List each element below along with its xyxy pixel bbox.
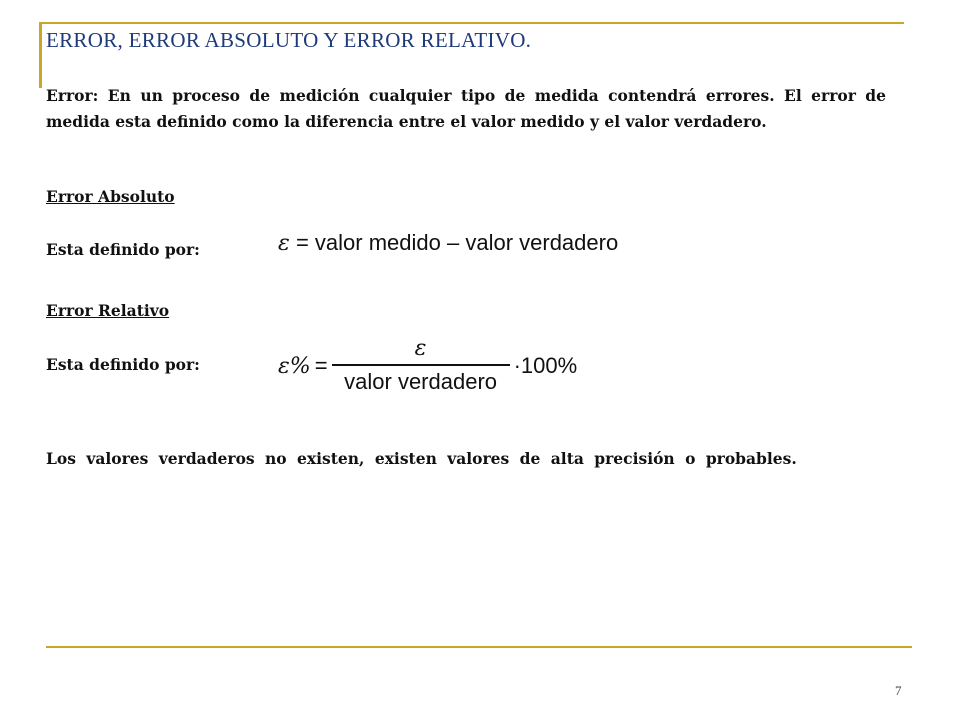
absolute-error-formula (278, 230, 618, 256)
absolute-error-heading: Error Absoluto (46, 187, 175, 206)
absolute-error-label: Esta definido por: (46, 240, 200, 259)
relative-error-heading: Error Relativo (46, 301, 170, 320)
equals-sign: = (314, 353, 328, 378)
relative-lhs: ε% (278, 353, 311, 379)
fraction-multiplier: ·100% (513, 353, 578, 378)
bottom-rule (46, 646, 912, 648)
closing-paragraph: Los valores verdaderos no existen, existen valores de alta precisión o probables. (46, 449, 797, 468)
fraction (332, 336, 510, 396)
relative-error-label: Esta definido por: (46, 355, 200, 374)
fraction-denominator: valor verdadero (344, 369, 498, 394)
intro-paragraph: Error: En un proceso de medición cualquier tipo de medida contendrá errores. El error de medida esta definido como la diferencia entre el valor medido y el valor verdadero. (46, 86, 886, 131)
left-rule (39, 22, 42, 88)
epsilon-symbol: ε (278, 231, 290, 256)
fraction-numerator: ε (414, 336, 427, 361)
absolute-formula-expression: valor medido – valor verdadero (314, 230, 619, 255)
slide-title: ERROR, ERROR ABSOLUTO Y ERROR RELATIVO. (46, 28, 532, 52)
page-number: 7 (895, 683, 902, 698)
top-rule (40, 22, 904, 24)
relative-error-formula (278, 336, 577, 396)
equals-sign: = (295, 230, 309, 255)
